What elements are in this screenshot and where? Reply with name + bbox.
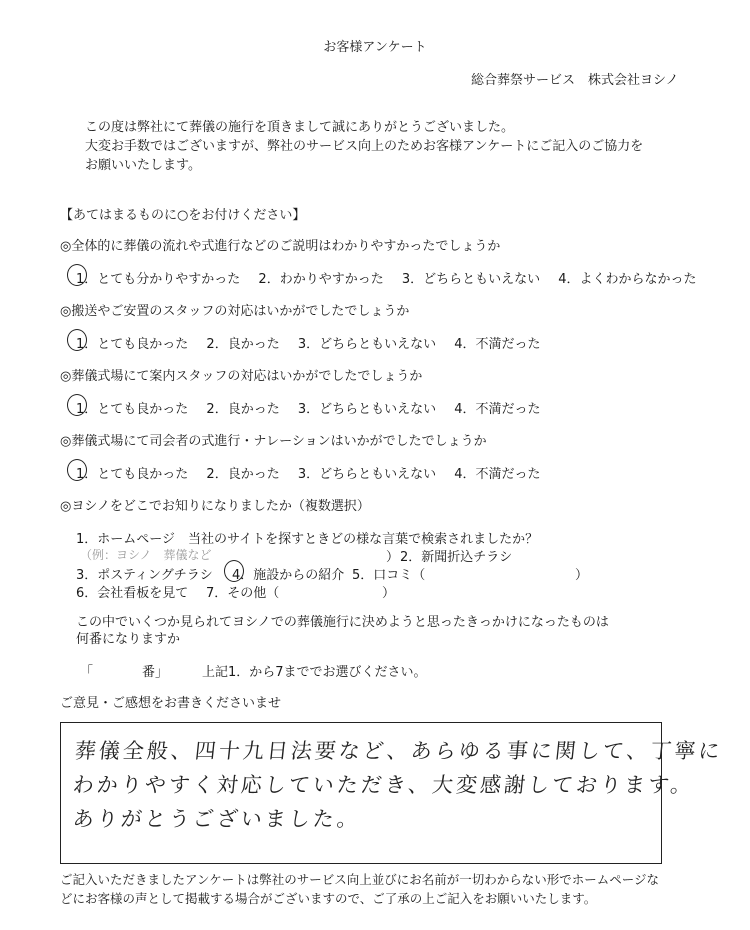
option[interactable]: 1．とても良かった — [76, 467, 189, 482]
source-option-newspaper[interactable]: 2．新聞折込チラシ — [400, 550, 513, 565]
followup-question: この中でいくつか見られてヨシノでの葬儀施行に決めようと思ったきっかけになったものは — [76, 615, 609, 630]
option[interactable]: 4．不満だった — [454, 337, 541, 352]
source-option-word-of-mouth[interactable]: 5．口コミ（ — [352, 568, 426, 583]
intro-line: この度は弊社にて葬儀の施行を頂きまして誠にありがとうございました。 — [85, 120, 515, 135]
handwritten-comment-line: ありがとうございました。 — [71, 807, 363, 831]
company-name: 総合葬祭サービス 株式会社ヨシノ — [471, 73, 679, 88]
question-4-options — [76, 463, 541, 482]
instruction-text: 【あてはまるものに○をお付けください】 — [60, 208, 306, 223]
search-example: （例：ヨシノ 葬儀など — [80, 548, 212, 562]
intro-line: 大変お手数ではございますが、弊社のサービス向上のためお客様アンケートにご記入のご協力を — [85, 139, 644, 154]
option[interactable]: 2．良かった — [206, 337, 280, 352]
option[interactable]: 4．不満だった — [454, 467, 541, 482]
handwritten-comment-line: 葬儀全般、四十九日法要など、あらゆる事に関して、丁寧に — [73, 739, 724, 763]
option[interactable]: 3．どちらともいえない — [401, 272, 541, 287]
selected-circle-mark — [67, 459, 87, 481]
option[interactable]: 2．良かった — [206, 467, 280, 482]
source-option-signboard[interactable]: 6．会社看板を見て — [76, 586, 189, 601]
footer-notice — [60, 870, 659, 908]
selected-circle-mark — [224, 560, 244, 582]
handwritten-comment-line: わかりやすく対応していただき、大変感謝しております。 — [71, 773, 696, 797]
source-option-facility[interactable]: 4．施設からの紹介 — [232, 568, 345, 583]
selected-circle-mark — [67, 394, 87, 416]
comments-box[interactable] — [60, 722, 724, 864]
question-2: ◎搬送やご安置のスタッフの対応はいかがでしたでしょうか — [60, 304, 410, 319]
selected-circle-mark — [67, 264, 87, 286]
source-option-homepage[interactable]: 1．ホームページ 当社のサイトを探すときどの様な言葉で検索されましたか？ — [76, 532, 539, 547]
number-hint: 上記1．から7まででお選びください。 — [202, 665, 427, 680]
option[interactable]: 1．とても良かった — [76, 337, 189, 352]
question-2-options — [76, 333, 541, 352]
source-option-posting[interactable]: 3．ポスティングチラシ — [76, 568, 213, 583]
option[interactable]: 4．よくわからなかった — [558, 272, 697, 287]
question-3: ◎葬儀式場にて案内スタッフの対応はいかがでしたでしょうか — [60, 369, 423, 384]
option[interactable]: 1．とても分かりやすかった — [76, 272, 241, 287]
source-question: ◎ヨシノをどこでお知りになりましたか（複数選択） — [60, 499, 370, 514]
option[interactable]: 3．どちらともいえない — [297, 402, 437, 417]
question-3-options — [76, 398, 541, 417]
comments-label: ご意見・ご感想をお書きくださいませ — [60, 696, 282, 711]
source-option-other[interactable]: 7．その他（ — [206, 586, 280, 601]
option[interactable]: 2．良かった — [206, 402, 280, 417]
number-open-bracket: 「 — [80, 665, 94, 680]
question-4: ◎葬儀式場にて司会者の式進行・ナレーションはいかがでしたでしょうか — [60, 434, 487, 449]
selected-circle-mark — [67, 329, 87, 351]
option[interactable]: 1．とても良かった — [76, 402, 189, 417]
option[interactable]: 4．不満だった — [454, 402, 541, 417]
footer-line: ご記入いただきましたアンケートは弊社のサービス向上並びにお名前が一切わからない形でホームページな — [60, 872, 660, 887]
footer-line: どにお客様の声として掲載する場合がございますので、ご了承の上ご記入をお願いいたします。 — [60, 891, 597, 906]
question-1-options — [76, 268, 697, 287]
search-close-paren: ） — [386, 550, 400, 565]
other-close-paren: ） — [382, 586, 396, 601]
number-label: 番」 — [142, 665, 169, 680]
question-1: ◎全体的に葬儀の流れや式進行などのご説明はわかりやすかったでしょうか — [60, 239, 501, 254]
option[interactable]: 3．どちらともいえない — [297, 337, 437, 352]
intro-text — [85, 118, 643, 175]
survey-title: お客様アンケート — [323, 40, 427, 55]
intro-line: お願いいたします。 — [85, 158, 201, 173]
option[interactable]: 3．どちらともいえない — [297, 467, 437, 482]
word-of-mouth-close-paren: ） — [575, 568, 589, 583]
followup-question: 何番になりますか — [76, 632, 181, 647]
option[interactable]: 2．わかりやすかった — [258, 272, 384, 287]
